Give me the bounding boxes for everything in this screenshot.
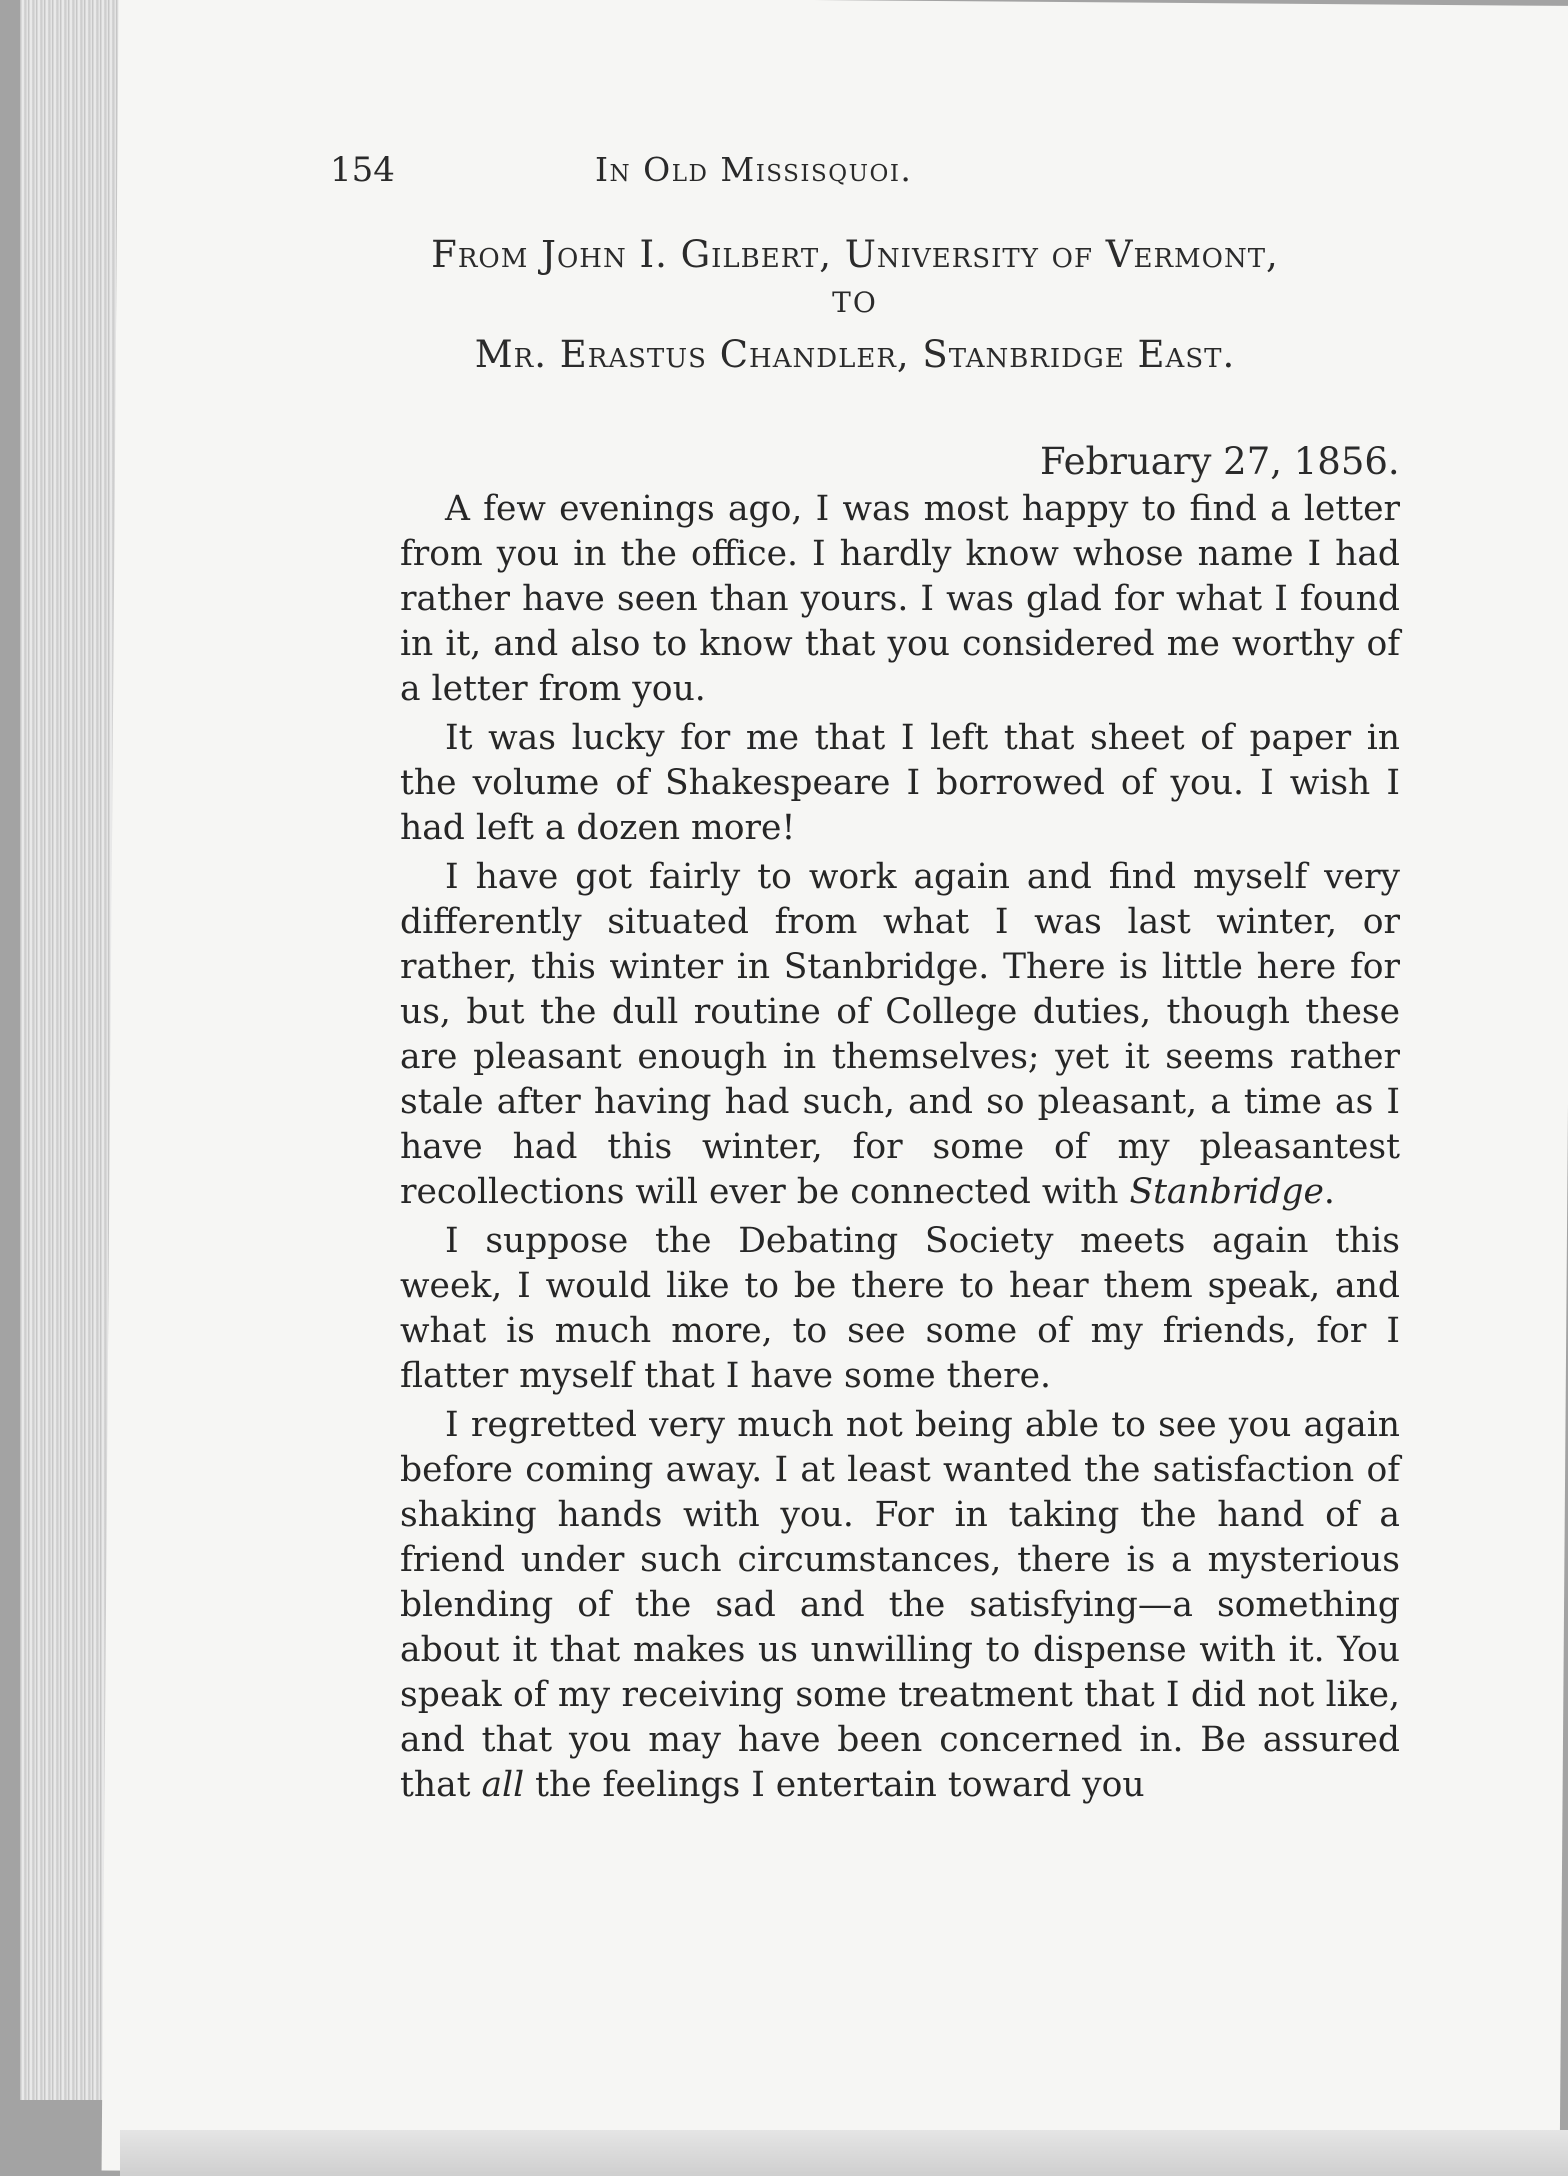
- to-line: TO: [832, 286, 878, 319]
- page-number: 154: [330, 150, 395, 190]
- paragraph-3-end: .: [1323, 1172, 1335, 1212]
- recipient-line: Mr. Erastus Chandler, Stanbridge East.: [474, 333, 1236, 376]
- paragraph-4: I suppose the Debating Society meets again this week, I would like to be there to hear them speak, and what is much more, to see some of my friends, for I flatter myself that I have some there.: [400, 1221, 1400, 1396]
- paragraph-3-text: I have got fairly to work again and find myself very differently situated from what I was last winter, or rather, this winter in Stanbridge. There is little here for us, but the dull routine of College duties, though these are pleasant enough in themselves; yet it seems rather stale after having had such, and so pleasant, a time as I have had this winter, for some of my pleasantest recollections will ever be connected with: [400, 857, 1400, 1212]
- paragraph-1: A few evenings ago, I was most happy to find a letter from you in the office. I hardly know whose name I had rather have seen than yours. I was glad for what I found in it, and also to know that you considered me worthy of a letter from you.: [400, 489, 1400, 709]
- paragraph-5: [400, 1403, 1400, 1808]
- page-header: [330, 150, 1380, 210]
- page-bottom-edge: [120, 2130, 1568, 2176]
- paragraph-5-emphasis: all: [481, 1765, 525, 1805]
- letter-date: February 27, 1856.: [1040, 440, 1400, 483]
- paragraph-5-text: I regretted very much not being able to see you again before coming away. I at least wanted the satisfaction of shaking hands with you. For in taking the hand of a friend under such circumstances, there is a mysterious blending of the sad and the satisfying—a something about it that makes us unwilling to dispense with it. You speak of my receiving some treatment that I did not like, and that you may have been concerned in. Be assured that: [400, 1405, 1400, 1805]
- paragraph-3: [400, 855, 1400, 1215]
- paragraph-3-emphasis: Stanbridge: [1129, 1172, 1324, 1212]
- from-line: From John I. Gilbert, University of Vermont,: [431, 233, 1279, 276]
- letter-body: [400, 487, 1400, 1812]
- letter-address: [300, 230, 1410, 380]
- paragraph-5-end: the feelings I entertain toward you: [524, 1765, 1145, 1805]
- paragraph-2: It was lucky for me that I left that sheet of paper in the volume of Shakespeare I borrowed of you. I wish I had left a dozen more!: [400, 718, 1400, 848]
- running-head: In Old Missisquoi.: [595, 150, 913, 189]
